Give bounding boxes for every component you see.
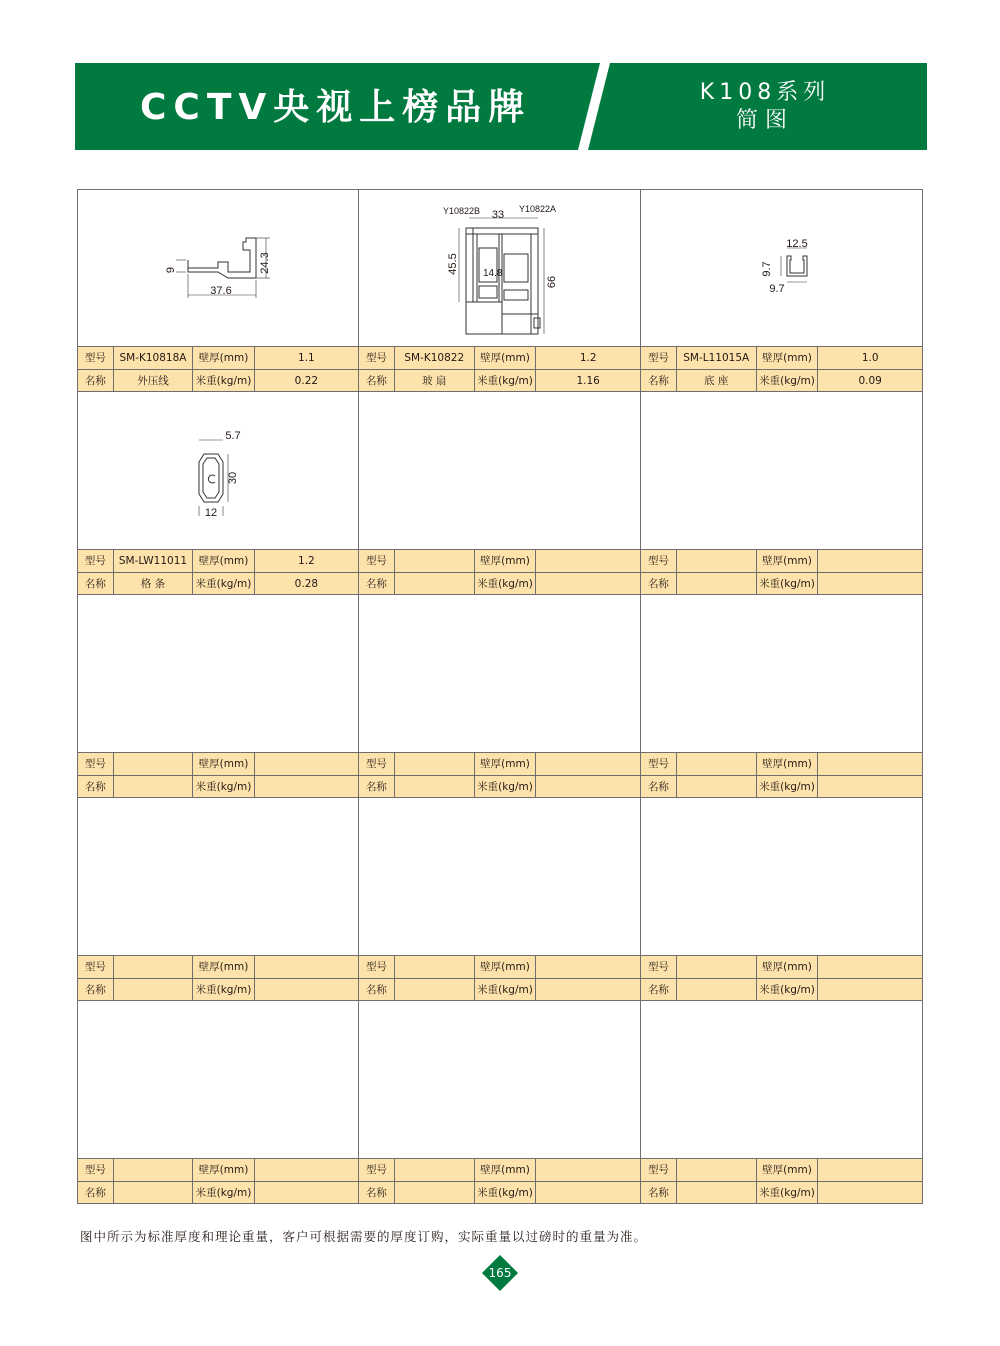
dim-label: 12.5 [786, 238, 808, 250]
profile-drawing [78, 595, 358, 753]
thickness-label: 壁厚(mm) [757, 1159, 819, 1181]
weight-value [255, 776, 358, 797]
name-value [677, 979, 757, 1000]
name-value [395, 979, 475, 1000]
profile-cell [77, 392, 359, 595]
profile-drawing [359, 392, 640, 550]
model-row [359, 956, 640, 978]
weight-value: 0.09 [858, 375, 882, 387]
weight-label: 米重(kg/m) [475, 1182, 537, 1203]
weight-label: 米重(kg/m) [757, 1182, 819, 1203]
model-row [641, 753, 922, 775]
model-row [359, 1159, 640, 1181]
grid-row [77, 1001, 923, 1204]
name-row [78, 1181, 358, 1203]
name-label: 名称 [641, 370, 677, 391]
name-value [114, 776, 193, 797]
thickness-value [818, 753, 922, 775]
thickness-label: 壁厚(mm) [475, 550, 537, 572]
profile-cell [359, 189, 641, 392]
weight-value [818, 979, 922, 1000]
model-row [78, 753, 358, 775]
name-label: 名称 [359, 573, 395, 594]
thickness-value [255, 753, 358, 775]
profile-drawing [641, 190, 922, 347]
name-value: 底 座 [677, 370, 757, 391]
model-row [78, 550, 358, 572]
profile-drawing [359, 190, 640, 347]
profile-section-svg [78, 190, 359, 348]
grid-row [77, 392, 923, 595]
weight-label: 米重(kg/m) [475, 979, 537, 1000]
name-value [395, 1182, 475, 1203]
weight-value [255, 979, 358, 1000]
model-label: 型号 [641, 347, 677, 369]
weight-label: 米重(kg/m) [193, 979, 255, 1000]
model-value: SM-K10822 [395, 347, 475, 369]
footnote: 图中所示为标准厚度和理论重量，客户可根据需要的厚度订购，实际重量以过磅时的重量为准。 [80, 1229, 648, 1244]
thickness-value: 1.2 [579, 352, 597, 364]
series-subtitle: 简图 [735, 108, 794, 133]
weight-label: 米重(kg/m) [757, 776, 819, 797]
page-number: 165 [488, 1266, 512, 1280]
series-title: K108系列 [699, 80, 831, 105]
dim-label: 33 [491, 209, 505, 221]
model-value [395, 753, 475, 775]
thickness-label: 壁厚(mm) [475, 347, 537, 369]
name-value [677, 573, 757, 594]
thickness-value [536, 550, 640, 572]
thickness-value: 1.1 [298, 352, 315, 364]
weight-value [255, 1182, 358, 1203]
model-label: 型号 [641, 753, 677, 775]
model-row [78, 1159, 358, 1181]
thickness-label: 壁厚(mm) [475, 1159, 537, 1181]
profile-drawing [641, 392, 922, 550]
dim-label: Y10822B [443, 206, 481, 216]
name-row [359, 775, 640, 797]
name-label: 名称 [641, 776, 677, 797]
model-row [641, 550, 922, 572]
profile-section-svg [641, 190, 922, 348]
dim-label: 5.7 [225, 430, 241, 442]
name-label: 名称 [78, 1182, 114, 1203]
name-row [359, 978, 640, 1000]
model-label: 型号 [359, 550, 395, 572]
weight-label: 米重(kg/m) [475, 370, 537, 391]
model-value [395, 956, 475, 978]
model-value: SM-L11015A [677, 347, 757, 369]
model-value [677, 550, 757, 572]
model-label: 型号 [641, 1159, 677, 1181]
weight-label: 米重(kg/m) [475, 573, 537, 594]
model-label: 型号 [78, 347, 114, 369]
weight-value [536, 776, 640, 797]
model-row [641, 347, 922, 369]
name-row [641, 572, 922, 594]
name-value: 玻 扇 [395, 370, 475, 391]
profile-cell [359, 392, 641, 595]
model-label: 型号 [78, 956, 114, 978]
name-value [677, 776, 757, 797]
profile-cell [359, 1001, 641, 1204]
thickness-value: 1.0 [861, 352, 879, 364]
thickness-label: 壁厚(mm) [193, 956, 255, 978]
dim-label: 66 [546, 275, 558, 289]
name-row [359, 572, 640, 594]
dim-label: 9.7 [761, 261, 773, 277]
name-row [641, 1181, 922, 1203]
weight-label: 米重(kg/m) [757, 979, 819, 1000]
name-value [114, 1182, 193, 1203]
name-value [677, 1182, 757, 1203]
name-label: 名称 [78, 776, 114, 797]
dim-label: 45.5 [447, 253, 459, 275]
profile-drawing [78, 190, 358, 347]
name-row [78, 978, 358, 1000]
model-row [78, 956, 358, 978]
model-label: 型号 [359, 347, 395, 369]
name-label: 名称 [78, 370, 114, 391]
profile-cell [641, 798, 923, 1001]
weight-label: 米重(kg/m) [475, 776, 537, 797]
grid-row [77, 595, 923, 798]
model-label: 型号 [641, 550, 677, 572]
name-label: 名称 [78, 979, 114, 1000]
model-row [359, 753, 640, 775]
profile-drawing [359, 798, 640, 956]
grille-bar-section [199, 440, 228, 516]
weight-label: 米重(kg/m) [193, 370, 255, 391]
profile-cell [77, 189, 359, 392]
dim-label: 37.6 [210, 285, 232, 297]
model-row [641, 1159, 922, 1181]
weight-value [536, 1182, 640, 1203]
model-label: 型号 [641, 956, 677, 978]
model-label: 型号 [359, 753, 395, 775]
thickness-value [536, 1159, 640, 1181]
dim-label: Y10822A [519, 204, 557, 214]
weight-label: 米重(kg/m) [193, 776, 255, 797]
dim-label: 9.7 [769, 283, 785, 295]
model-value: SM-K10818A [114, 347, 193, 369]
model-value [395, 550, 475, 572]
dim-label: 24.3 [259, 252, 271, 274]
dim-label: 12 [204, 507, 218, 519]
name-row [359, 1181, 640, 1203]
thickness-value [818, 956, 922, 978]
weight-value [818, 776, 922, 797]
profile-section-svg [359, 190, 640, 348]
weight-value [536, 573, 640, 594]
model-row [78, 347, 358, 369]
name-value: 外压线 [114, 370, 193, 391]
thickness-label: 壁厚(mm) [193, 550, 255, 572]
thickness-value [255, 1159, 358, 1181]
model-label: 型号 [78, 753, 114, 775]
name-value [395, 776, 475, 797]
profile-drawing [641, 595, 922, 753]
profile-cell [77, 798, 359, 1001]
weight-value: 0.28 [294, 578, 319, 590]
model-value [677, 1159, 757, 1181]
name-row [78, 572, 358, 594]
model-label: 型号 [78, 550, 114, 572]
model-row [359, 347, 640, 369]
weight-value [818, 573, 922, 594]
thickness-value [818, 550, 922, 572]
model-value [114, 753, 193, 775]
weight-label: 米重(kg/m) [193, 1182, 255, 1203]
name-value [114, 979, 193, 1000]
weight-value: 1.16 [576, 375, 600, 387]
model-label: 型号 [359, 1159, 395, 1181]
profile-drawing [78, 392, 358, 550]
name-row [641, 369, 922, 391]
model-value [677, 956, 757, 978]
model-value [677, 753, 757, 775]
profile-cell [641, 595, 923, 798]
name-row [641, 978, 922, 1000]
profile-cell [641, 1001, 923, 1204]
thickness-value: 1.2 [298, 555, 315, 567]
thickness-value [536, 956, 640, 978]
profile-drawing [359, 1001, 640, 1159]
dim-label: 30 [227, 471, 239, 485]
name-label: 名称 [359, 370, 395, 391]
profile-cell [77, 1001, 359, 1204]
dim-label: 14.8 [483, 268, 503, 279]
model-row [641, 956, 922, 978]
thickness-label: 壁厚(mm) [193, 753, 255, 775]
profile-section-svg [78, 392, 359, 550]
thickness-value [818, 1159, 922, 1181]
thickness-label: 壁厚(mm) [193, 347, 255, 369]
profile-drawing [641, 798, 922, 956]
model-value: SM-LW11011 [114, 550, 193, 572]
weight-label: 米重(kg/m) [193, 573, 255, 594]
thickness-label: 壁厚(mm) [475, 753, 537, 775]
profile-cell [641, 189, 923, 392]
name-label: 名称 [641, 1182, 677, 1203]
grid-row [77, 189, 923, 392]
model-value [114, 1159, 193, 1181]
name-label: 名称 [78, 573, 114, 594]
profile-cell [359, 595, 641, 798]
brand-title: CCTV央视上榜品牌 [140, 87, 532, 128]
thickness-label: 壁厚(mm) [193, 1159, 255, 1181]
weight-label: 米重(kg/m) [757, 370, 819, 391]
profile-drawing [78, 798, 358, 956]
thickness-value [536, 753, 640, 775]
model-label: 型号 [78, 1159, 114, 1181]
weight-value [536, 979, 640, 1000]
name-value [395, 573, 475, 594]
thickness-label: 壁厚(mm) [757, 753, 819, 775]
profile-drawing [78, 1001, 358, 1159]
profile-grid [77, 189, 923, 1204]
profile-drawing [359, 595, 640, 753]
grid-row [77, 798, 923, 1001]
base-section [781, 248, 807, 282]
name-label: 名称 [359, 1182, 395, 1203]
name-row [78, 369, 358, 391]
model-value [114, 956, 193, 978]
name-label: 名称 [359, 776, 395, 797]
weight-value: 0.22 [294, 375, 319, 387]
profile-drawing [641, 1001, 922, 1159]
thickness-label: 壁厚(mm) [475, 956, 537, 978]
thickness-label: 壁厚(mm) [757, 347, 819, 369]
model-label: 型号 [359, 956, 395, 978]
thickness-label: 壁厚(mm) [757, 550, 819, 572]
name-row [78, 775, 358, 797]
name-value: 格 条 [114, 573, 193, 594]
model-value [395, 1159, 475, 1181]
weight-value [818, 1182, 922, 1203]
name-row [641, 775, 922, 797]
name-label: 名称 [641, 979, 677, 1000]
profile-cell [641, 392, 923, 595]
profile-cell [359, 798, 641, 1001]
thickness-value [255, 956, 358, 978]
thickness-label: 壁厚(mm) [757, 956, 819, 978]
dim-label: 9 [165, 266, 177, 274]
model-row [359, 550, 640, 572]
name-label: 名称 [359, 979, 395, 1000]
profile-cell [77, 595, 359, 798]
name-row [359, 369, 640, 391]
name-label: 名称 [641, 573, 677, 594]
weight-label: 米重(kg/m) [757, 573, 819, 594]
